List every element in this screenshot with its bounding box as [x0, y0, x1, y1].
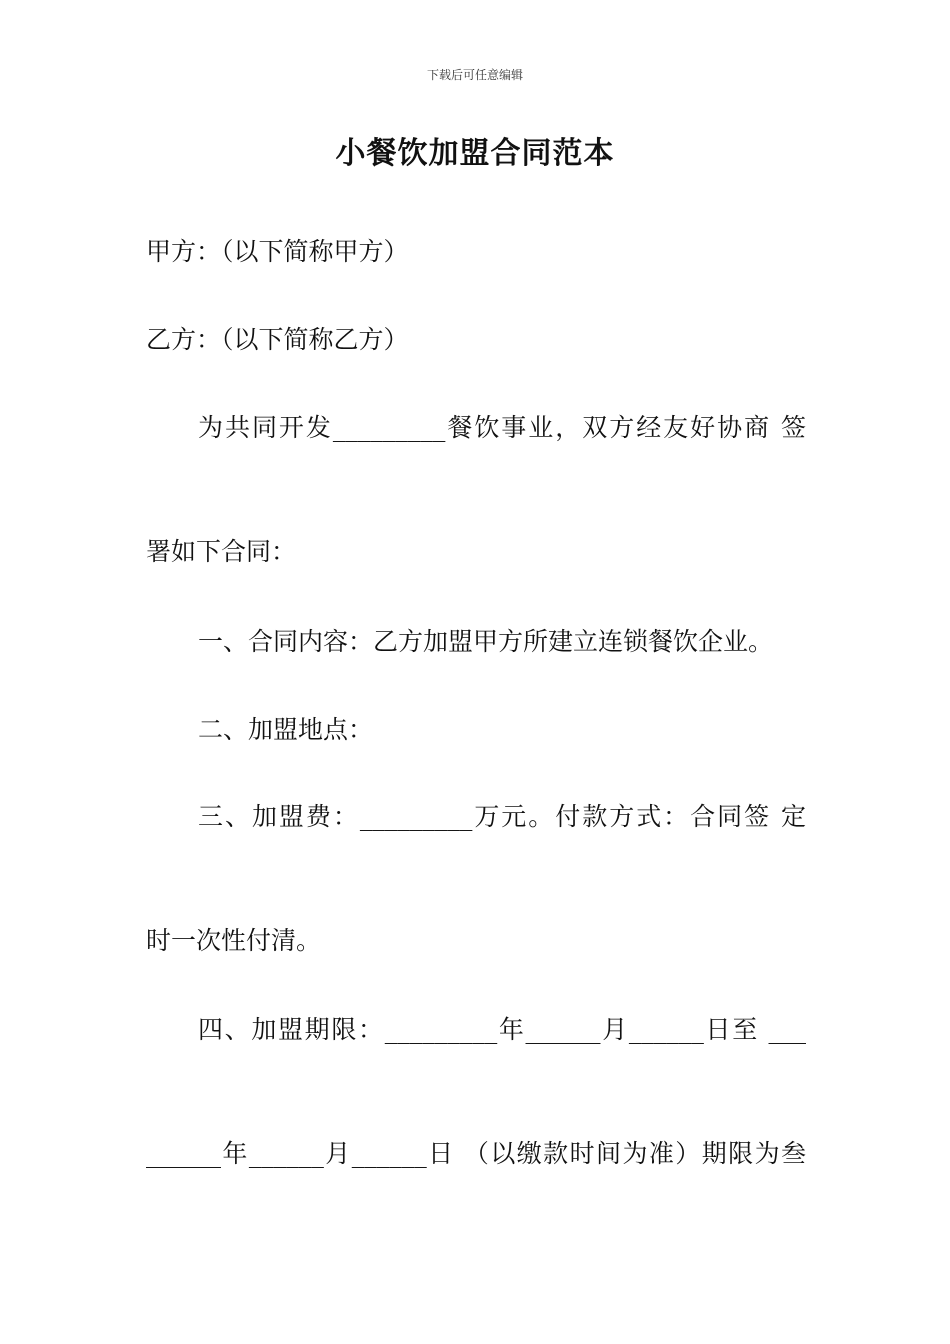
clause-4-line-2: ______年______月______日 （以缴款时间为准）期限为叁 — [146, 1139, 806, 1168]
intro-line-2: 署如下合同： — [146, 537, 297, 566]
header-note: 下载后可任意编辑 — [426, 68, 523, 82]
party-a-line: 甲方：（以下简称甲方） — [146, 237, 409, 266]
document-title: 小餐饮加盟合同范本 — [335, 136, 615, 171]
clause-4-line-1: 四、加盟期限：_________年______月______日至 ___ — [198, 1015, 806, 1044]
clause-3-line-2: 时一次性付清。 — [146, 926, 322, 955]
clause-2-line: 二、加盟地点： — [198, 715, 374, 744]
intro-line-1: 为共同开发_________餐饮事业，双方经友好协商 签 — [198, 413, 806, 442]
clause-3-line-1: 三、加盟费：_________万元。付款方式：合同签 定 — [198, 802, 806, 831]
clause-1-line: 一、合同内容：乙方加盟甲方所建立连锁餐饮企业。 — [198, 627, 774, 656]
party-b-line: 乙方：（以下简称乙方） — [146, 325, 409, 354]
